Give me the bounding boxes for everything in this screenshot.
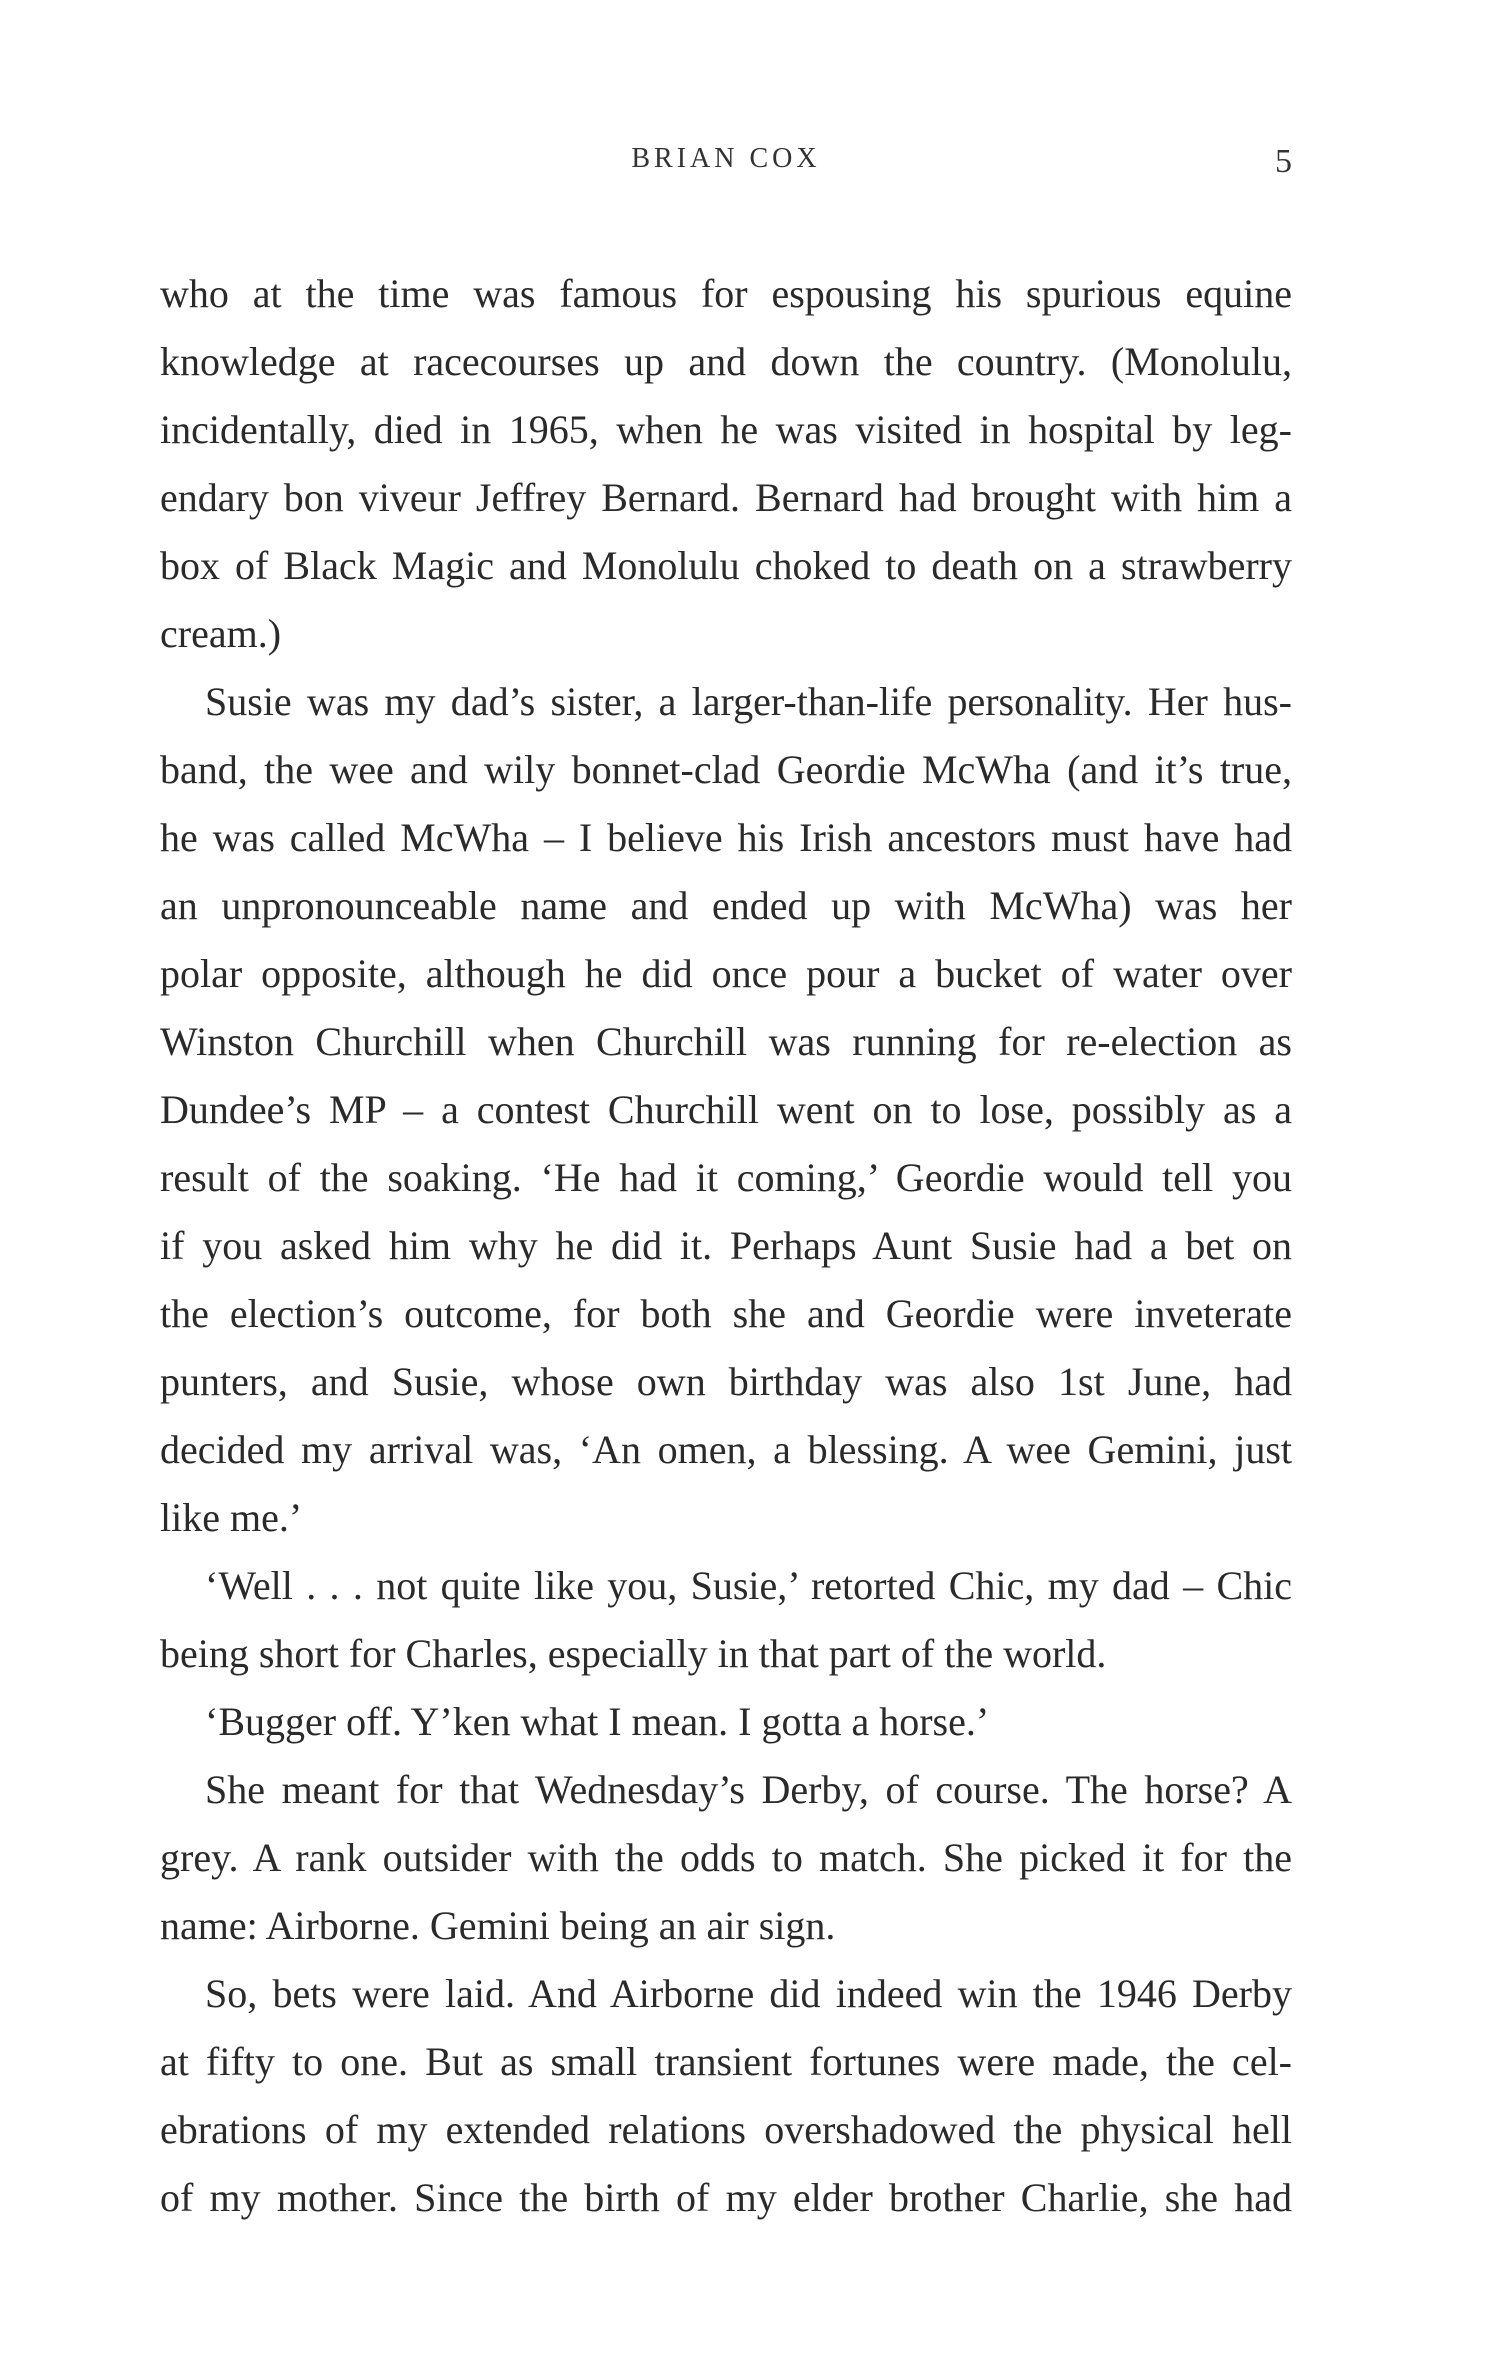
body-text [160,260,1292,2232]
text-line: decided my arrival was, ‘An omen, a blessing. A wee Gemini, just [160,1427,1292,1472]
text-line: polar opposite, although he did once pour a bucket of water over [160,951,1292,996]
running-head [160,143,1292,193]
text-line: punters, and Susie, whose own birthday was also 1st June, had [160,1359,1292,1404]
text-line: result of the soaking. ‘He had it coming,’ Geordie would tell you [160,1155,1292,1200]
text-line: ebrations of my extended relations overshadowed the physical hell [160,2107,1292,2152]
text-line: being short for Charles, especially in that part of the world. [160,1631,1107,1676]
text-line: ‘Bugger off. Y’ken what I mean. I gotta a horse.’ [205,1699,990,1744]
text-line: grey. A rank outsider with the odds to match. She picked it for the [160,1835,1292,1880]
text-line: cream.) [160,611,282,656]
text-line: like me.’ [160,1495,303,1540]
text-line: if you asked him why he did it. Perhaps Aunt Susie had a bet on [160,1223,1292,1268]
running-title: BRIAN COX [631,143,821,174]
text-line: knowledge at racecourses up and down the country. (Monolulu, [160,339,1292,384]
text-line: Dundee’s MP – a contest Churchill went on to lose, possibly as a [160,1087,1292,1132]
text-line: She meant for that Wednesday’s Derby, of course. The horse? A [205,1767,1292,1812]
text-line: an unpronounceable name and ended up with McWha) was her [160,883,1292,928]
text-line: band, the wee and wily bonnet-clad Geordie McWha (and it’s true, [160,747,1292,792]
page-number: 5 [1275,143,1292,180]
text-line: Susie was my dad’s sister, a larger-than-life personality. Her hus- [205,679,1292,724]
text-line: So, bets were laid. And Airborne did indeed win the 1946 Derby [205,1971,1292,2016]
text-line: of my mother. Since the birth of my elder brother Charlie, she had [160,2175,1292,2220]
text-line: incidentally, died in 1965, when he was visited in hospital by leg- [160,407,1292,452]
text-line: box of Black Magic and Monolulu choked to death on a strawberry [160,543,1292,588]
text-line: at fifty to one. But as small transient fortunes were made, the cel- [160,2039,1292,2084]
text-line: who at the time was famous for espousing his spurious equine [160,271,1292,316]
text-line: Winston Churchill when Churchill was running for re-election as [160,1019,1292,1064]
text-line: endary bon viveur Jeffrey Bernard. Bernard had brought with him a [160,475,1292,520]
text-line: he was called McWha – I believe his Irish ancestors must have had [160,815,1292,860]
text-line: ‘Well . . . not quite like you, Susie,’ retorted Chic, my dad – Chic [205,1563,1292,1608]
text-line: name: Airborne. Gemini being an air sign. [160,1903,836,1948]
text-line: the election’s outcome, for both she and Geordie were inveterate [160,1291,1292,1336]
